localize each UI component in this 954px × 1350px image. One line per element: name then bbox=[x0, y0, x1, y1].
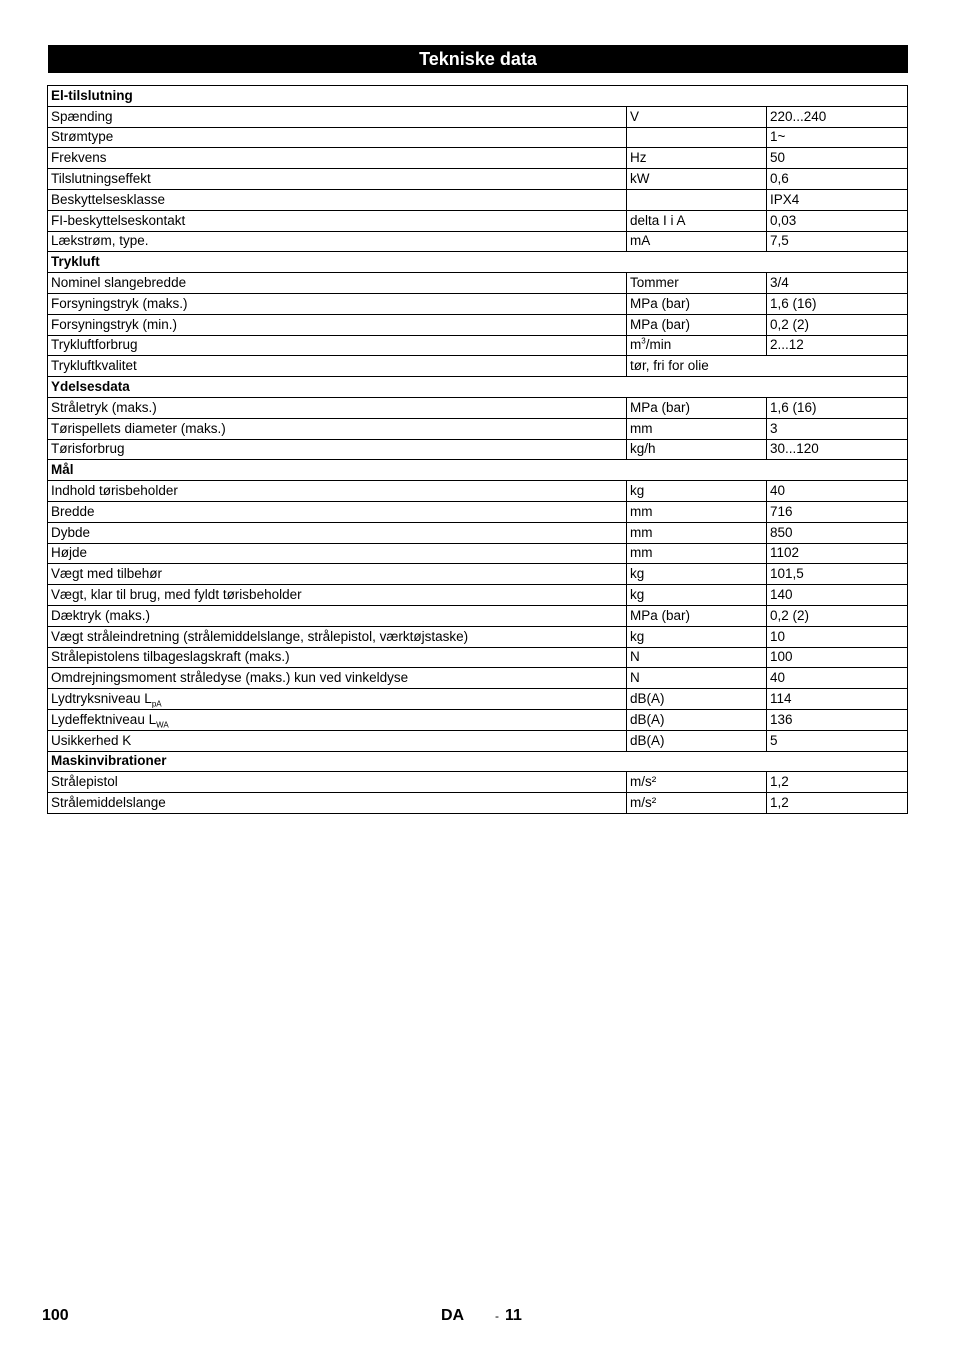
spec-value: 30...120 bbox=[767, 439, 908, 460]
table-row bbox=[48, 709, 908, 730]
spec-label: Forsyningstryk (maks.) bbox=[51, 295, 188, 311]
spec-label-cell bbox=[48, 689, 627, 710]
spec-value: 0,6 bbox=[767, 169, 908, 190]
spec-unit: MPa (bar) bbox=[630, 607, 691, 623]
spec-label: Vægt, klar til brug, med fyldt tørisbeholder bbox=[51, 587, 302, 603]
spec-unit: kg bbox=[630, 483, 645, 499]
page-separator: - bbox=[495, 1309, 499, 1323]
spec-label: Trykluftkvalitet bbox=[51, 358, 137, 374]
spec-unit-cell bbox=[627, 273, 767, 294]
page-number-left: 100 bbox=[42, 1307, 69, 1324]
spec-unit-cell bbox=[627, 793, 767, 814]
spec-unit: Tommer bbox=[630, 275, 679, 291]
spec-label-cell bbox=[48, 231, 627, 252]
spec-label-cell bbox=[48, 647, 627, 668]
spec-label-cell bbox=[48, 585, 627, 606]
page-title: Tekniske data bbox=[48, 45, 908, 73]
spec-value: 40 bbox=[767, 668, 908, 689]
spec-value: 220...240 bbox=[767, 106, 908, 127]
spec-value: 7,5 bbox=[767, 231, 908, 252]
spec-label: Trykluftforbrug bbox=[51, 337, 138, 353]
spec-unit: kg bbox=[630, 587, 645, 603]
spec-value: 100 bbox=[767, 647, 908, 668]
spec-label-cell bbox=[48, 293, 627, 314]
spec-label: Højde bbox=[51, 545, 88, 561]
technical-data-table bbox=[47, 85, 908, 814]
spec-value: 3 bbox=[767, 418, 908, 439]
spec-unit: N bbox=[630, 649, 640, 665]
spec-unit-cell bbox=[627, 418, 767, 439]
spec-unit: kg/h bbox=[630, 441, 656, 457]
table-row bbox=[48, 127, 908, 148]
table-row bbox=[48, 668, 908, 689]
spec-unit: N bbox=[630, 670, 640, 686]
table-row bbox=[48, 169, 908, 190]
language-code: DA bbox=[441, 1307, 465, 1324]
spec-label: Omdrejningsmoment stråledyse (maks.) kun ved vinkeldyse bbox=[51, 670, 409, 686]
spec-label-cell bbox=[48, 709, 627, 730]
spec-label: Tørispellets diameter (maks.) bbox=[51, 420, 226, 436]
spec-unit-cell bbox=[627, 148, 767, 169]
spec-unit-superscript: 3 bbox=[641, 336, 646, 346]
table-row bbox=[48, 605, 908, 626]
spec-unit-cell bbox=[627, 314, 767, 335]
spec-unit-cell bbox=[627, 293, 767, 314]
spec-unit-rest: /min bbox=[645, 337, 672, 353]
spec-label-cell bbox=[48, 314, 627, 335]
table-row bbox=[48, 273, 908, 294]
spec-unit: kg bbox=[630, 628, 645, 644]
spec-label: Lydtryksniveau L bbox=[51, 691, 152, 706]
spec-value: 1~ bbox=[767, 127, 908, 148]
spec-unit: mm bbox=[630, 524, 653, 540]
spec-label: Nominel slangebredde bbox=[51, 275, 187, 291]
spec-value: 1,6 (16) bbox=[767, 293, 908, 314]
spec-label: Tørisforbrug bbox=[51, 441, 125, 457]
spec-label: Vægt stråleindretning (strålemiddelslange, strålepistol, værktøjstaske) bbox=[51, 628, 469, 644]
table-row bbox=[48, 564, 908, 585]
spec-label-cell bbox=[48, 210, 627, 231]
spec-value: 1102 bbox=[767, 543, 908, 564]
spec-label-cell bbox=[48, 127, 627, 148]
spec-label-cell bbox=[48, 772, 627, 793]
spec-value: 10 bbox=[767, 626, 908, 647]
spec-label: Strålepistol bbox=[51, 774, 118, 790]
spec-merged-value: tør, fri for olie bbox=[627, 356, 908, 377]
spec-unit: MPa (bar) bbox=[630, 316, 691, 332]
spec-unit: V bbox=[630, 108, 640, 124]
spec-value: 50 bbox=[767, 148, 908, 169]
spec-label-cell bbox=[48, 605, 627, 626]
table-row bbox=[48, 730, 908, 751]
spec-unit-cell bbox=[627, 522, 767, 543]
spec-label-cell bbox=[48, 189, 627, 210]
section-header-row bbox=[48, 252, 908, 273]
spec-value: 0,03 bbox=[767, 210, 908, 231]
spec-value: 40 bbox=[767, 481, 908, 502]
section-header-row bbox=[48, 86, 908, 107]
spec-label-cell bbox=[48, 564, 627, 585]
spec-label: Lydeffektniveau L bbox=[51, 711, 157, 727]
spec-unit-cell bbox=[627, 564, 767, 585]
spec-unit: dB(A) bbox=[630, 711, 665, 727]
spec-unit: mm bbox=[630, 420, 653, 436]
spec-unit: kg bbox=[630, 566, 645, 582]
spec-unit-cell bbox=[627, 772, 767, 793]
spec-value: 1,6 (16) bbox=[767, 397, 908, 418]
spec-unit: mA bbox=[630, 233, 651, 249]
spec-unit-cell bbox=[627, 605, 767, 626]
spec-label: Bredde bbox=[51, 503, 95, 519]
spec-label-subscript: WA bbox=[156, 720, 169, 730]
spec-label-cell bbox=[48, 397, 627, 418]
table-row bbox=[48, 522, 908, 543]
spec-value: 2...12 bbox=[767, 335, 908, 356]
spec-unit: m/s² bbox=[630, 794, 657, 810]
spec-value: 3/4 bbox=[767, 273, 908, 294]
table-row bbox=[48, 585, 908, 606]
page-number-right: 11 bbox=[505, 1307, 522, 1324]
spec-label: Usikkerhed K bbox=[51, 732, 132, 748]
table-row bbox=[48, 626, 908, 647]
spec-label-cell bbox=[48, 169, 627, 190]
section-title: El-tilslutning bbox=[48, 86, 908, 107]
spec-label-cell bbox=[48, 273, 627, 294]
spec-value: 5 bbox=[767, 730, 908, 751]
section-header-row bbox=[48, 460, 908, 481]
spec-unit-cell bbox=[627, 127, 767, 148]
spec-unit: MPa (bar) bbox=[630, 295, 691, 311]
table-row bbox=[48, 543, 908, 564]
table-row bbox=[48, 501, 908, 522]
spec-unit-cell bbox=[627, 189, 767, 210]
table-row bbox=[48, 772, 908, 793]
spec-label-cell bbox=[48, 356, 627, 377]
table-row bbox=[48, 439, 908, 460]
spec-label: Forsyningstryk (min.) bbox=[51, 316, 178, 332]
section-header-row bbox=[48, 377, 908, 398]
spec-unit-cell bbox=[627, 730, 767, 751]
section-title: Maskinvibrationer bbox=[48, 751, 908, 772]
table-row bbox=[48, 148, 908, 169]
spec-unit-cell bbox=[627, 481, 767, 502]
spec-label-cell bbox=[48, 668, 627, 689]
table-row bbox=[48, 418, 908, 439]
spec-label: Strålepistolens tilbageslagskraft (maks.) bbox=[51, 649, 290, 665]
spec-label-cell bbox=[48, 481, 627, 502]
spec-label-cell bbox=[48, 543, 627, 564]
spec-label: FI-beskyttelseskontakt bbox=[51, 212, 186, 228]
spec-unit-cell bbox=[627, 439, 767, 460]
spec-label: Strømtype bbox=[51, 129, 114, 145]
section-header-row bbox=[48, 751, 908, 772]
spec-unit: Hz bbox=[630, 150, 647, 166]
table-row bbox=[48, 293, 908, 314]
spec-value: 850 bbox=[767, 522, 908, 543]
table-row bbox=[48, 647, 908, 668]
spec-value: 1,2 bbox=[767, 793, 908, 814]
spec-unit-cell bbox=[627, 543, 767, 564]
spec-unit: kW bbox=[630, 171, 650, 187]
table-row bbox=[48, 481, 908, 502]
spec-unit-cell bbox=[627, 210, 767, 231]
spec-unit: mm bbox=[630, 545, 653, 561]
section-title: Trykluft bbox=[48, 252, 908, 273]
table-row bbox=[48, 106, 908, 127]
spec-unit-cell bbox=[627, 106, 767, 127]
spec-label: Beskyttelsesklasse bbox=[51, 191, 166, 207]
spec-unit: mm bbox=[630, 503, 653, 519]
spec-unit-cell bbox=[627, 397, 767, 418]
spec-unit-cell bbox=[627, 231, 767, 252]
table-row bbox=[48, 335, 908, 356]
table-row bbox=[48, 210, 908, 231]
spec-label-cell bbox=[48, 148, 627, 169]
spec-label: Vægt med tilbehør bbox=[51, 566, 163, 582]
section-title: Mål bbox=[48, 460, 908, 481]
spec-value: IPX4 bbox=[767, 189, 908, 210]
spec-label: Dæktryk (maks.) bbox=[51, 607, 150, 623]
spec-unit: delta I i A bbox=[630, 212, 686, 228]
spec-unit-cell bbox=[627, 626, 767, 647]
table-row bbox=[48, 793, 908, 814]
spec-value: 101,5 bbox=[767, 564, 908, 585]
spec-unit-cell bbox=[627, 689, 767, 710]
spec-unit: dB(A) bbox=[630, 732, 665, 748]
spec-unit-cell bbox=[627, 647, 767, 668]
spec-label-cell bbox=[48, 793, 627, 814]
spec-label-subscript: pA bbox=[151, 699, 162, 709]
spec-label-cell bbox=[48, 730, 627, 751]
spec-label: Strålemiddelslange bbox=[51, 794, 166, 810]
spec-unit-cell bbox=[627, 169, 767, 190]
spec-label-cell bbox=[48, 335, 627, 356]
spec-unit-cell bbox=[627, 585, 767, 606]
spec-label: Stråletryk (maks.) bbox=[51, 399, 157, 415]
spec-unit-cell bbox=[627, 668, 767, 689]
spec-label: Spænding bbox=[51, 108, 113, 124]
section-title: Ydelsesdata bbox=[48, 377, 908, 398]
spec-value: 716 bbox=[767, 501, 908, 522]
spec-unit-cell bbox=[627, 501, 767, 522]
spec-unit: MPa (bar) bbox=[630, 399, 691, 415]
spec-value: 114 bbox=[767, 689, 908, 710]
spec-unit-cell bbox=[627, 709, 767, 730]
spec-label: Tilslutningseffekt bbox=[51, 171, 151, 187]
table-row bbox=[48, 356, 908, 377]
spec-unit: dB(A) bbox=[630, 691, 665, 706]
spec-label: Frekvens bbox=[51, 150, 107, 166]
spec-label-cell bbox=[48, 522, 627, 543]
spec-label: Dybde bbox=[51, 524, 91, 540]
spec-value: 140 bbox=[767, 585, 908, 606]
spec-value: 1,2 bbox=[767, 772, 908, 793]
spec-unit: m/s² bbox=[630, 774, 657, 790]
spec-value: 136 bbox=[767, 709, 908, 730]
spec-label-cell bbox=[48, 439, 627, 460]
spec-label-cell bbox=[48, 626, 627, 647]
spec-label: Indhold tørisbeholder bbox=[51, 483, 178, 499]
spec-unit: m bbox=[630, 337, 642, 353]
spec-label-cell bbox=[48, 418, 627, 439]
spec-value: 0,2 (2) bbox=[767, 314, 908, 335]
table-row bbox=[48, 314, 908, 335]
table-row bbox=[48, 689, 908, 710]
table-row bbox=[48, 189, 908, 210]
spec-label-cell bbox=[48, 501, 627, 522]
spec-unit-cell bbox=[627, 335, 767, 356]
spec-value: 0,2 (2) bbox=[767, 605, 908, 626]
table-row bbox=[48, 231, 908, 252]
spec-label: Lækstrøm, type. bbox=[51, 233, 149, 249]
table-row bbox=[48, 397, 908, 418]
spec-label-cell bbox=[48, 106, 627, 127]
